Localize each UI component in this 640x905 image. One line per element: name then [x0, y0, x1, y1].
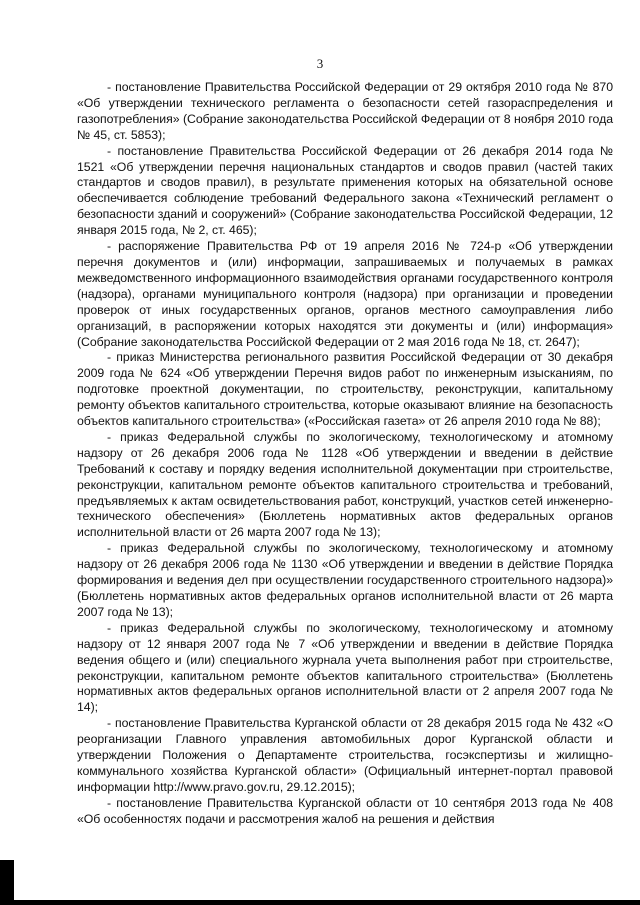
- list-item: - постановление Правительства Российской Федерации от 29 октября 2010 года № 870 «Об утверждении технического регламента о безопасности сетей газораспределения и газопотребления» (Собрание законодательства Российской Федерации от 8 ноября 2010 года № 45, ст. 5853);: [77, 80, 613, 142]
- list-item: - постановление Правительства Курганской области от 28 декабря 2015 года № 432 «О реорганизации Главного управления автомобильных дорог Курганской области и утверждении Положения о Департаменте строительства, госэкспертизы и жилищно-коммунального хозяйства Курганской области» (Официальный интернет-портал правовой информации http://www.pravo.gov.ru, 29.12.2015);: [77, 716, 613, 794]
- page-number: 3: [316, 56, 324, 71]
- list-item: - приказ Федеральной службы по экологическому, технологическому и атомному надзору от 26 декабря 2006 года № 1130 «Об утверждении и введении в действие Порядка формирования и ведения дел при осуществлении государственного строительного надзора)» (Бюллетень нормативных актов федеральных органов исполнительной власти от 26 марта 2007 года № 13);: [77, 541, 613, 619]
- list-item: - приказ Федеральной службы по экологическому, технологическому и атомному надзору от 12 января 2007 года № 7 «Об утверждении и введении в действие Порядка ведения общего и (или) специального журнала учета выполнения работ при строительстве, реконструкции, капитальном ремонте объектов капитального строительства» (Бюллетень нормативных актов федеральных органов исполнительной власти от 2 апреля 2007 года № 14);: [77, 620, 613, 715]
- list-item: - приказ Федеральной службы по экологическому, технологическому и атомному надзору от 26 декабря 2006 года № 1128 «Об утверждении и введении в действие Требований к составу и порядку ведения исполнительной документации при строительстве, реконструкции, капитальном ремонте объектов капитального строительства и требований, предъявляемых к актам освидетельствования работ, конструкций, участков сетей инженерно-технического обеспечения» (Бюллетень нормативных актов федеральных органов исполнительной власти от 26 марта 2007 года № 13);: [77, 429, 613, 540]
- scan-border-bottom: [0, 900, 640, 905]
- list-item: - постановление Правительства Курганской области от 10 сентября 2013 года № 408 «Об особенностях подачи и рассмотрения жалоб на решения и действия: [77, 795, 613, 826]
- document-body: [77, 80, 613, 828]
- list-item: - приказ Министерства регионального развития Российской Федерации от 30 декабря 2009 года № 624 «Об утверждении Перечня видов работ по инженерным изысканиям, по подготовке проектной документации, по строительству, реконструкции, капитальному ремонту объектов капитального строительства, которые оказывают влияние на безопасность объектов капитального строительства» («Российская газета» от 26 апреля 2010 года № 88);: [77, 350, 613, 429]
- list-item: - постановление Правительства Российской Федерации от 26 декабря 2014 года № 1521 «Об утверждении перечня национальных стандартов и сводов правил (частей таких стандартов и сводов правил), в результате применения которых на обязательной основе обеспечивается соблюдение требований Федерального закона «Технический регламент о безопасности зданий и сооружений» (Собрание законодательства Российской Федерации, 12 января 2015 года, № 2, ст. 465);: [77, 143, 613, 238]
- list-item: - распоряжение Правительства РФ от 19 апреля 2016 № 724-р «Об утверждении перечня документов и (или) информации, запрашиваемых и получаемых в рамках межведомственного информационного взаимодействия органами государственного контроля (надзора), органами муниципального контроля (надзора) при организации и проведении проверок от иных государственных органов, органов местного самоуправления либо организаций, в распоряжении которых находятся эти документы и (или) информация» (Собрание законодательства Российской Федерации от 2 мая 2016 года № 18, ст. 2647);: [77, 239, 613, 349]
- scan-border-left: [0, 860, 14, 905]
